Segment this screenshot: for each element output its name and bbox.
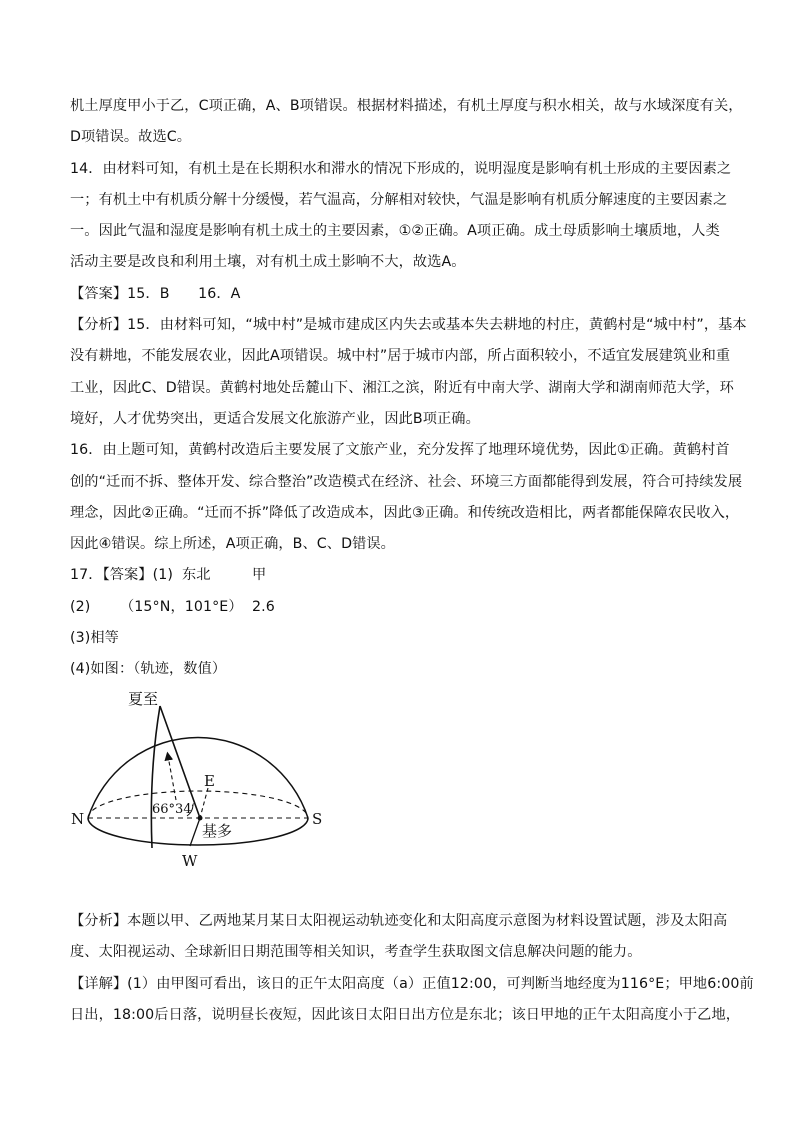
text-line: 16．由上题可知，黄鹤村改造后主要发展了文旅产业，充分发挥了地理环境优势，因此①正确。黄鹤村首	[70, 442, 730, 459]
label-east: E	[204, 772, 215, 790]
sun-path-diagram	[68, 688, 338, 878]
q17-answer-a: （15°N，101°E）	[120, 598, 243, 615]
text-line: 【详解】(1）由甲图可看出，该日的正午太阳高度（a）正值12:00，可判断当地经度为116°E；甲地6:00前	[70, 975, 754, 992]
q17-prefix: 17．【答案】(1)	[70, 567, 173, 584]
q17-prefix: (2)	[70, 598, 91, 615]
text-line: 一；有机土中有机质分解十分缓慢，若气温高，分解相对较快，气温是影响有机质分解速度的主要因素之	[70, 191, 728, 208]
text-line: D项错误。故选C。	[70, 129, 192, 146]
label-angle: 66°34′	[152, 802, 195, 817]
q17-answer-row-2	[70, 597, 730, 628]
label-west: W	[182, 852, 198, 870]
analysis-section	[70, 911, 754, 1036]
text-line: 因此④错误。综上所述，A项正确，B、C、D错误。	[70, 536, 395, 553]
q17-answer-a: 东北	[182, 567, 211, 584]
text-line: 14．由材料可知，有机土是在长期积水和滞水的情况下形成的，说明湿度是影响有机土形成的主要因素之	[70, 160, 732, 177]
label-quito: 基多	[202, 822, 233, 840]
text-line: 境好，人才优势突出，更适合发展文化旅游产业，因此B项正确。	[70, 410, 480, 427]
text-line: 日出，18:00后日落，说明昼长夜短，因此该日太阳日出方位是东北；该日甲地的正午太阳高度小于乙地，	[70, 1006, 741, 1023]
q17-answer-row-3: (3)相等	[70, 630, 119, 647]
answer-line: 【答案】15．B 16．A	[70, 285, 241, 302]
q17-answer-row-4: (4)如图：（轨迹，数值）	[70, 661, 227, 678]
q17-answer-row-1	[70, 565, 730, 596]
text-line: 【分析】15．由材料可知，“城中村”是城市建成区内失去或基本失去耕地的村庄，黄鹤村是“城中村”，基本	[70, 317, 747, 334]
east-west-axis-back	[200, 788, 208, 818]
east-west-axis-front	[190, 818, 200, 846]
text-line: 工业，因此C、D错误。黄鹤村地处岳麓山下、湘江之滨，附近有中南大学、湖南大学和湖南师范大学，环	[70, 379, 734, 396]
text-line: 一。因此气温和湿度是影响有机土成土的主要因素，①②正确。A项正确。成土母质影响土壤质地，人类	[70, 223, 720, 240]
text-line: 【分析】本题以甲、乙两地某月某日太阳视运动轨迹变化和太阳高度示意图为材料设置试题，涉及太阳高	[70, 913, 728, 929]
sun-height-arrow	[168, 756, 176, 800]
observer-point	[198, 816, 203, 821]
label-south: S	[312, 810, 323, 828]
q17-answer-b: 甲	[252, 567, 267, 584]
sun-path-track	[151, 706, 160, 848]
text-line: 没有耕地，不能发展农业，因此A项错误。城中村”居于城市内部，所占面积较小，不适宜发展建筑业和重	[70, 348, 731, 365]
text-line: 度、太阳视运动、全球新旧日期范围等相关知识，考查学生获取图文信息解决问题的能力。	[70, 944, 642, 961]
text-line: 理念，因此②正确。“迁而不拆”降低了改造成本，因此③正确。和传统改造相比，两者都能保障农民收入，	[70, 504, 740, 521]
label-north: N	[71, 810, 85, 828]
text-line: 活动主要是改良和利用土壤，对有机土成土影响不大，故选A。	[70, 254, 466, 271]
text-line: 创的“迁而不拆、整体开发、综合整治”改造模式在经济、社会、环境三方面都能得到发展，符合可持续发展	[70, 473, 743, 490]
document-body	[70, 96, 747, 691]
q17-answer-b: 2.6	[252, 598, 275, 615]
label-summer-solstice: 夏至	[128, 690, 159, 708]
hemisphere-outline	[88, 737, 308, 818]
text-line: 机土厚度甲小于乙，C项正确，A、B项错误。根据材料描述，有机土厚度与积水相关，故与水域深度有关，	[70, 98, 743, 114]
